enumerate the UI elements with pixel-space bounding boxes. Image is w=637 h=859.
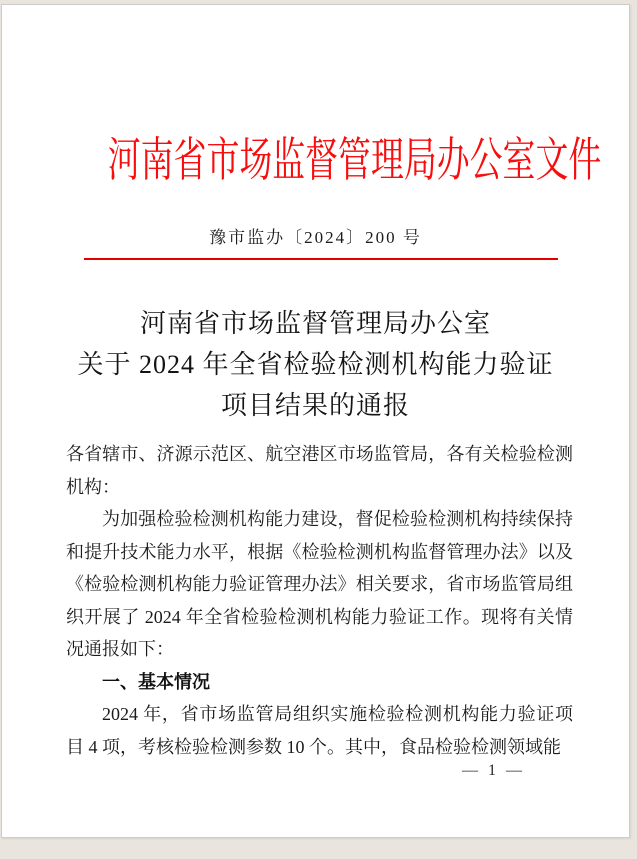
- document-title-line-2: 关于 2024 年全省检验检测机构能力验证: [77, 350, 554, 379]
- document-page: [1, 4, 630, 838]
- document-title: [2, 303, 629, 426]
- red-masthead: [2, 131, 629, 191]
- red-divider-rule: [84, 258, 558, 260]
- issuing-org-title: 河南省市场监督管理局办公室文件: [107, 135, 602, 187]
- section-1-paragraph: 2024 年，省市场监管局组织实施检验检测机构能力验证项目 4 项，考核检验检测参数 10 个。其中，食品检验检测领域能: [66, 704, 573, 757]
- page-number: — 1 —: [462, 762, 525, 779]
- section-1-heading: 一、基本情况: [102, 671, 210, 692]
- document-number: 豫市监办〔2024〕200 号: [209, 228, 422, 247]
- document-title-line-1: 河南省市场监督管理局办公室: [139, 309, 491, 338]
- intro-paragraph: 为加强检验检测机构能力建设，督促检验检测机构持续保持和提升技术能力水平，根据《检验检测机构监督管理办法》以及《检验检测机构能力验证管理办法》相关要求，省市场监管局组织开展了 2024 年全省检验检测机构能力验证工作。现将有关情况通报如下：: [66, 509, 573, 659]
- document-title-line-3: 项目结果的通报: [220, 391, 410, 420]
- document-body: [66, 438, 573, 763]
- salutation-paragraph: 各省辖市、济源示范区、航空港区市场监管局，各有关检验检测机构：: [66, 444, 573, 497]
